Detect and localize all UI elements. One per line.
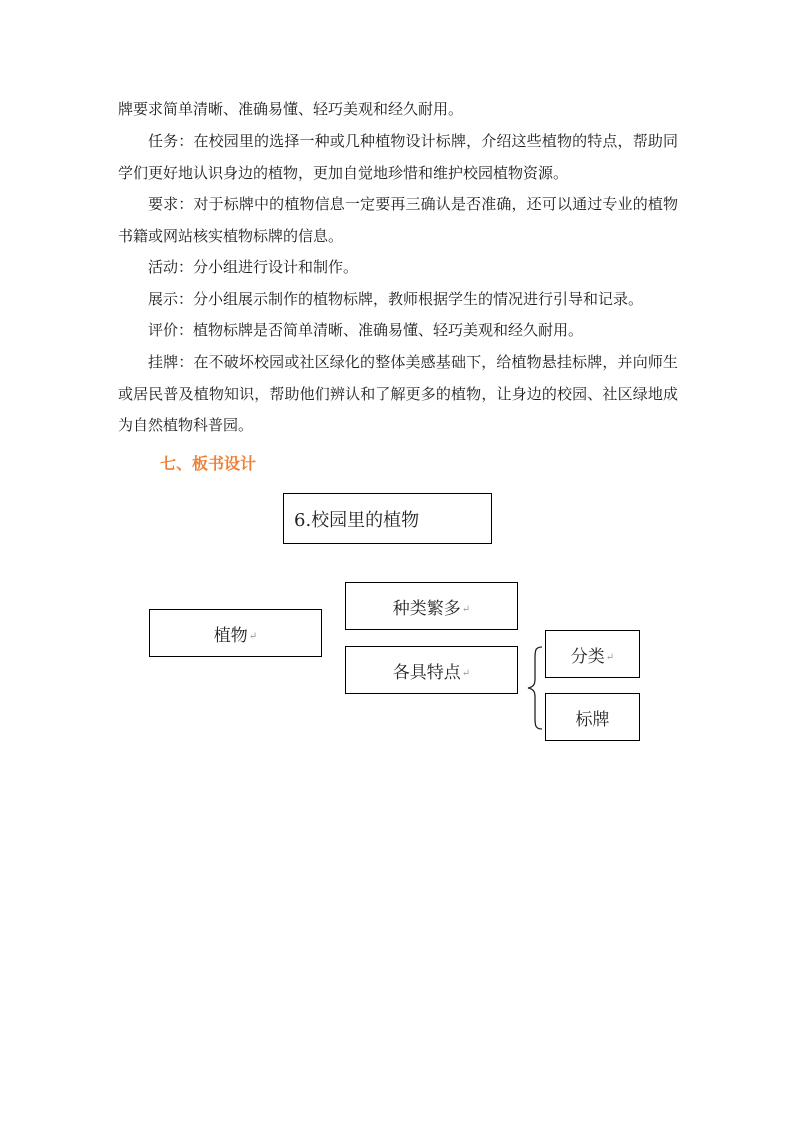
return-mark-icon: ↵ [248,630,258,642]
board-leaf1-text: 分类 [570,646,605,667]
board-leaf1-box [545,630,640,678]
return-mark-icon: ↵ [461,603,471,615]
board-leaf2-box [545,693,640,741]
paragraph-hanging [118,347,678,442]
paragraph-text: 在校园里的选择一种或几种植物设计标牌，介绍这些植物的特点，帮助同学们更好地认识身边的植物，更加自觉地珍惜和维护校园植物资源。 [118,132,678,182]
board-leaf2-text: 标牌 [575,709,610,730]
section-heading: 七、板书设计 [160,454,257,473]
paragraph-label: 任务： [148,132,194,150]
return-mark-icon: ↵ [605,651,615,663]
board-branch1-text: 种类繁多 [392,598,461,619]
paragraph-text: 分小组进行设计和制作。 [193,258,359,276]
paragraph-text: 在不破坏校园或社区绿化的整体美感基础下，给植物悬挂标牌，并向师生或居民普及植物知识，帮助他们辨认和了解更多的植物，让身边的校园、社区绿地成为自然植物科普园。 [118,353,678,434]
board-root-box [149,609,322,657]
paragraph-label: 展示： [148,290,194,308]
board-title-box [283,493,492,544]
board-title-text: 6.校园里的植物 [294,509,420,531]
paragraph-requirement [118,189,678,252]
board-branch2-text: 各具特点 [392,662,461,683]
paragraph-label: 活动： [148,258,194,276]
paragraph-evaluation [118,315,678,347]
board-branch2-box [345,646,518,694]
paragraph-label: 挂牌： [148,353,194,371]
paragraph-text: 分小组展示制作的植物标牌，教师根据学生的情况进行引导和记录。 [193,290,644,308]
paragraph-text: 植物标牌是否简单清晰、准确易懂、轻巧美观和经久耐用。 [193,321,584,339]
paragraph-text: 牌要求简单清晰、准确易懂、轻巧美观和经久耐用。 [118,100,464,118]
board-root-text: 植物 [213,625,248,646]
board-branch1-box [345,582,518,630]
paragraph-label: 要求： [148,195,194,213]
curly-brace-icon [524,645,546,731]
paragraph-activity [118,252,678,284]
paragraph-label: 评价： [148,321,194,339]
return-mark-icon: ↵ [461,667,471,679]
paragraph-task [118,126,678,189]
paragraph-continuation [118,94,678,126]
paragraph-display [118,284,678,316]
paragraph-text: 对于标牌中的植物信息一定要再三确认是否准确，还可以通过专业的植物书籍或网站核实植物标牌的信息。 [118,195,678,245]
